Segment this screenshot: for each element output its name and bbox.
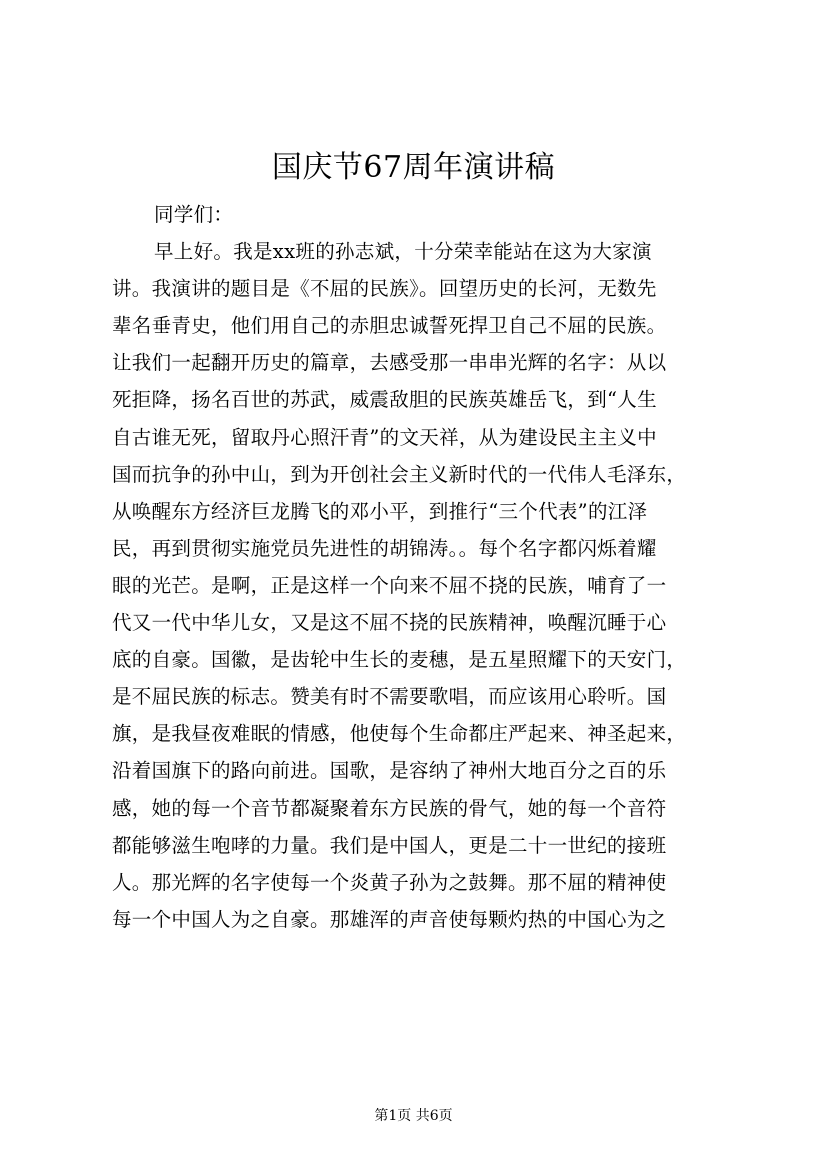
body-line: 早上好。我是xx班的孙志斌，十分荣幸能站在这为大家演 <box>154 240 652 264</box>
page-footer: 第1页 共6页 <box>374 1108 453 1124</box>
body-line: 辈名垂青史，他们用自己的赤胆忠诚誓死捍卫自己不屈的民族。 <box>112 314 667 338</box>
body-line: 底的自豪。国徽，是齿轮中生长的麦穗，是五星照耀下的天安门， <box>112 648 687 672</box>
body-line: 自古谁无死，留取丹心照汗青”的文天祥，从为建设民主主义中 <box>112 425 657 449</box>
body-line: 感，她的每一个音节都凝聚着东方民族的骨气，她的每一个音符 <box>112 796 667 820</box>
body-line: 沿着国旗下的路向前进。国歌，是容纳了神州大地百分之百的乐 <box>112 759 667 783</box>
body-line: 眼的光芒。是啊，正是这样一个向来不屈不挠的民族，哺育了一 <box>112 573 667 597</box>
body-line: 讲。我演讲的题目是《不屈的民族》。回望历史的长河，无数先 <box>112 277 657 301</box>
body-line: 每一个中国人为之自豪。那雄浑的声音使每颗灼热的中国心为之 <box>112 907 667 931</box>
body-line: 民，再到贯彻实施党员先进性的胡锦涛。。每个名字都闪烁着耀 <box>112 536 657 560</box>
body-line: 让我们一起翻开历史的篇章，去感受那一串串光辉的名字：从以 <box>112 351 667 375</box>
body-line: 都能够滋生咆哮的力量。我们是中国人，更是二十一世纪的接班 <box>112 833 667 857</box>
body-line: 从唤醒东方经济巨龙腾飞的邓小平，到推行“三个代表”的江泽 <box>112 499 648 523</box>
document-title: 国庆节67周年演讲稿 <box>271 150 556 185</box>
body-line: 国而抗争的孙中山，到为开创社会主义新时代的一代伟人毛泽东， <box>112 462 687 486</box>
salutation-line: 同学们： <box>154 203 234 226</box>
body-line: 死拒降，扬名百世的苏武，威震敌胆的民族英雄岳飞，到“人生 <box>112 388 657 412</box>
body-line: 人。那光辉的名字使每一个炎黄子孙为之鼓舞。那不屈的精神使 <box>112 870 667 894</box>
body-line: 代又一代中华儿女，又是这不屈不挠的民族精神，唤醒沉睡于心 <box>112 611 667 635</box>
document-body <box>112 196 722 938</box>
body-line: 旗，是我昼夜难眠的情感，他使每个生命都庄严起来、神圣起来， <box>112 722 687 746</box>
body-line: 是不屈民族的标志。赞美有时不需要歌唱，而应该用心聆听。国 <box>112 685 667 709</box>
